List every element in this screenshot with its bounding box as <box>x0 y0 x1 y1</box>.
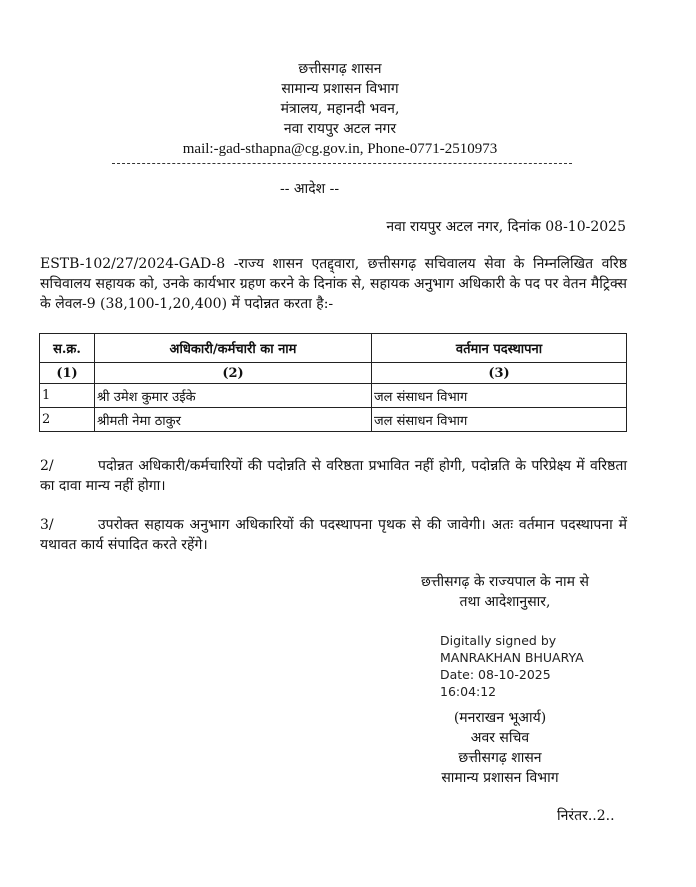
order-heading: -- आदेश -- <box>280 181 340 197</box>
header-government: छत्तीसगढ़ शासन <box>298 61 382 77</box>
digital-signature-line: Digitally signed by <box>440 633 557 648</box>
officer-designation: अवर सचिव <box>470 730 530 746</box>
paragraph-3-text: उपरोक्त सहायक अनुभाग अधिकारियों की पदस्थापना पृथक से की जावेगी। अतः वर्तमान पदस्थापना में यथावत कार्य संपादित करते रहेंगे। <box>40 517 627 553</box>
digital-signature <box>440 632 584 700</box>
digital-signature-date: Date: 08-10-2025 <box>440 667 551 682</box>
continued-marker: निरंतर..2.. <box>557 808 615 824</box>
authority-line-2: तथा आदेशानुसार, <box>459 594 551 610</box>
header-contact: mail:-gad-sthapna@cg.gov.in, Phone-0771-2510973 <box>182 141 498 157</box>
table-header-row <box>40 334 627 363</box>
paragraph-2-number: 2/ <box>40 458 54 474</box>
separator-line <box>112 163 572 164</box>
intro-paragraph: ESTB-102/27/2024-GAD-8 -राज्य शासन एतद्द्वारा, छत्तीसगढ़ सचिवालय सेवा के निम्नलिखित वरिष्ठ सचिवालय सहायक को, उनके कार्यभार ग्रहण करने के दिनांक से, सहायक अनुभाग अधिकारी के पद पर वेतन मैट्रिक्स के लेवल-9 (38,100-1,20,400) में पदोन्नत करता है:- <box>40 256 627 312</box>
table-row <box>40 408 627 432</box>
digital-signature-time: 16:04:12 <box>440 684 497 699</box>
col-header-posting: वर्तमान पदस्थापना <box>372 334 627 363</box>
table-index-row <box>40 363 627 384</box>
paragraph-2 <box>40 456 627 496</box>
col-number: (2) <box>95 363 372 384</box>
officer-government: छत्तीसगढ़ शासन <box>458 750 542 766</box>
paragraph-3 <box>40 515 627 555</box>
digital-signature-signer: MANRAKHAN BHUARYA <box>440 650 584 665</box>
officer-name: (मनराखन भूआर्य) <box>453 710 547 726</box>
table-row <box>40 384 627 408</box>
officer-block <box>425 708 575 788</box>
row-name: श्री उमेश कुमार उईके <box>95 384 372 408</box>
header-city: नवा रायपुर अटल नगर <box>283 121 397 137</box>
header-department: सामान्य प्रशासन विभाग <box>281 81 399 97</box>
header-building: मंत्रालय, महानदी भवन, <box>280 101 400 117</box>
row-name: श्रीमती नेमा ठाकुर <box>95 408 372 432</box>
place-date: नवा रायपुर अटल नगर, दिनांक 08-10-2025 <box>386 219 626 235</box>
authority-line-1: छत्तीसगढ़ के राज्यपाल के नाम से <box>421 574 589 590</box>
row-sno: 1 <box>40 384 95 408</box>
col-number: (1) <box>40 363 95 384</box>
col-header-sno: स.क्र. <box>40 334 95 363</box>
promotion-table <box>39 333 627 432</box>
col-header-name: अधिकारी/कर्मचारी का नाम <box>95 334 372 363</box>
row-posting: जल संसाधन विभाग <box>372 384 627 408</box>
authority-block <box>395 572 615 612</box>
paragraph-3-number: 3/ <box>40 517 54 533</box>
col-number: (3) <box>372 363 627 384</box>
row-posting: जल संसाधन विभाग <box>372 408 627 432</box>
row-sno: 2 <box>40 408 95 432</box>
officer-department: सामान्य प्रशासन विभाग <box>441 770 559 786</box>
paragraph-2-text: पदोन्नत अधिकारी/कर्मचारियों की पदोन्नति से वरिष्ठता प्रभावित नहीं होगी, पदोन्नति के परिप्रेक्ष्य में वरिष्ठता का दावा मान्य नहीं होगा। <box>40 458 627 494</box>
